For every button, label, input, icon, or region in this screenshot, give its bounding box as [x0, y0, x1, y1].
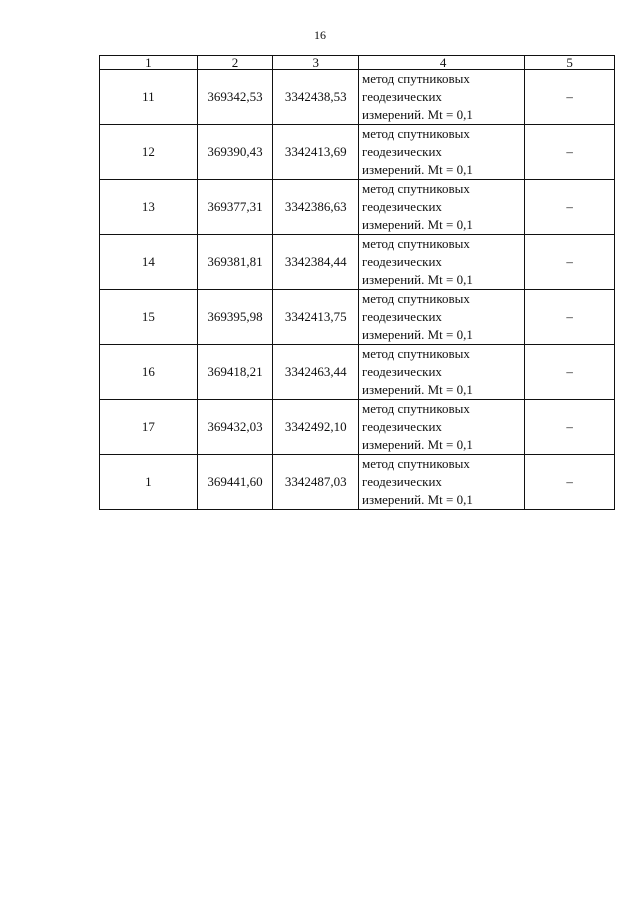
method-line: геодезических: [362, 474, 442, 489]
method-line: геодезических: [362, 309, 442, 324]
y-coordinate-cell: 3342413,69: [273, 125, 359, 180]
note-cell: –: [525, 455, 615, 510]
method-cell: [359, 125, 525, 180]
method-line: метод спутниковых: [362, 401, 470, 416]
page-number: 16: [314, 28, 326, 42]
y-coordinate-cell: 3342463,44: [273, 345, 359, 400]
method-line: метод спутниковых: [362, 71, 470, 86]
method-line: метод спутниковых: [362, 236, 470, 251]
x-coordinate-cell: 369441,60: [197, 455, 273, 510]
method-line: метод спутниковых: [362, 181, 470, 196]
note-cell: –: [525, 125, 615, 180]
point-number-cell: 11: [100, 70, 198, 125]
header-col-5: 5: [525, 56, 615, 70]
method-cell: [359, 345, 525, 400]
y-coordinate-cell: 3342492,10: [273, 400, 359, 455]
method-line: геодезических: [362, 199, 442, 214]
method-line: геодезических: [362, 254, 442, 269]
point-number-cell: 14: [100, 235, 198, 290]
coordinates-table: [99, 55, 615, 510]
method-line: метод спутниковых: [362, 291, 470, 306]
method-line: измерений. Mt = 0,1: [362, 382, 473, 397]
point-number-cell: 13: [100, 180, 198, 235]
method-line: геодезических: [362, 364, 442, 379]
method-cell: [359, 180, 525, 235]
table-row: [100, 125, 615, 180]
method-line: геодезических: [362, 89, 442, 104]
method-line: измерений. Mt = 0,1: [362, 327, 473, 342]
method-cell: [359, 290, 525, 345]
y-coordinate-cell: 3342384,44: [273, 235, 359, 290]
method-line: измерений. Mt = 0,1: [362, 492, 473, 507]
table-row: [100, 455, 615, 510]
x-coordinate-cell: 369381,81: [197, 235, 273, 290]
header-col-1: 1: [100, 56, 198, 70]
note-cell: –: [525, 235, 615, 290]
note-cell: –: [525, 70, 615, 125]
method-cell: [359, 70, 525, 125]
method-line: измерений. Mt = 0,1: [362, 437, 473, 452]
method-cell: [359, 400, 525, 455]
table-row: [100, 70, 615, 125]
table-row: [100, 290, 615, 345]
point-number-cell: 1: [100, 455, 198, 510]
method-line: измерений. Mt = 0,1: [362, 162, 473, 177]
method-line: измерений. Mt = 0,1: [362, 107, 473, 122]
header-col-4: 4: [359, 56, 525, 70]
y-coordinate-cell: 3342438,53: [273, 70, 359, 125]
y-coordinate-cell: 3342487,03: [273, 455, 359, 510]
note-cell: –: [525, 180, 615, 235]
y-coordinate-cell: 3342386,63: [273, 180, 359, 235]
note-cell: –: [525, 400, 615, 455]
point-number-cell: 16: [100, 345, 198, 400]
x-coordinate-cell: 369432,03: [197, 400, 273, 455]
header-col-2: 2: [197, 56, 273, 70]
method-line: метод спутниковых: [362, 126, 470, 141]
method-line: геодезических: [362, 419, 442, 434]
method-cell: [359, 235, 525, 290]
table-row: [100, 180, 615, 235]
table-row: [100, 400, 615, 455]
x-coordinate-cell: 369342,53: [197, 70, 273, 125]
x-coordinate-cell: 369418,21: [197, 345, 273, 400]
x-coordinate-cell: 369395,98: [197, 290, 273, 345]
method-line: измерений. Mt = 0,1: [362, 217, 473, 232]
note-cell: –: [525, 345, 615, 400]
y-coordinate-cell: 3342413,75: [273, 290, 359, 345]
x-coordinate-cell: 369377,31: [197, 180, 273, 235]
method-line: геодезических: [362, 144, 442, 159]
table-row: [100, 235, 615, 290]
table-header-row: [100, 56, 615, 70]
method-line: метод спутниковых: [362, 456, 470, 471]
method-line: измерений. Mt = 0,1: [362, 272, 473, 287]
method-line: метод спутниковых: [362, 346, 470, 361]
point-number-cell: 17: [100, 400, 198, 455]
method-cell: [359, 455, 525, 510]
point-number-cell: 15: [100, 290, 198, 345]
note-cell: –: [525, 290, 615, 345]
header-col-3: 3: [273, 56, 359, 70]
point-number-cell: 12: [100, 125, 198, 180]
table-row: [100, 345, 615, 400]
x-coordinate-cell: 369390,43: [197, 125, 273, 180]
